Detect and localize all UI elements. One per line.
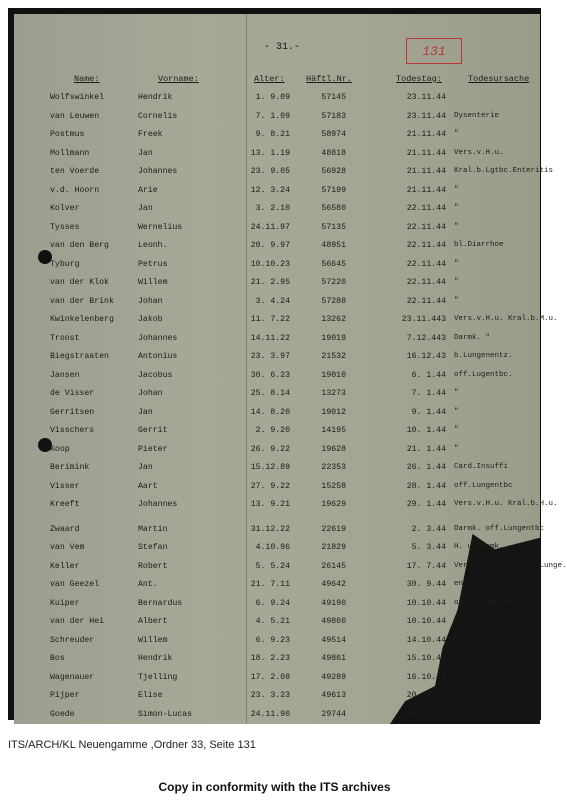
cell-name: van Geezel: [50, 580, 100, 589]
cell-age: 5. 5.24: [255, 561, 290, 571]
cell-nr: 15258: [321, 481, 346, 491]
column-header-cause: Todesursache: [468, 74, 530, 84]
cell-nr: 22619: [321, 524, 346, 534]
table-row: [14, 543, 540, 561]
cell-first: Elise: [138, 691, 163, 700]
table-row: [14, 524, 545, 543]
cell-age: 1. 9.09: [255, 93, 290, 102]
cell-cause: off.Lungentbc: [454, 481, 513, 490]
cell-date: 22.11.44: [406, 241, 446, 250]
cell-first: Leonh.: [138, 241, 168, 250]
cell-age: 24.11.97: [250, 222, 290, 232]
cell-age: 18. 2.23: [250, 654, 290, 663]
cell-name: Kolver: [50, 204, 80, 213]
cell-date: 23.11.443: [401, 315, 446, 324]
table-row: [14, 426, 540, 444]
table-row: [14, 93, 540, 111]
cell-nr: 13273: [321, 389, 346, 398]
column-header-prisoner-number: Häftl.Nr.: [306, 74, 352, 84]
cell-date: 21.11.44: [406, 148, 446, 158]
table-row: [14, 204, 540, 222]
table-row: [14, 167, 554, 185]
cell-nr: 19628: [321, 444, 346, 454]
cell-first: Johannes: [138, 333, 178, 343]
cell-age: 23. 3.23: [250, 691, 290, 700]
cell-date: 7.12.443: [406, 333, 446, 343]
cell-date: 22.11.44: [406, 278, 446, 287]
cell-first: Johan: [138, 389, 163, 398]
cell-first: Ant.: [138, 580, 158, 589]
column-header-first-name: Vorname:: [158, 74, 199, 84]
cell-first: Robert: [138, 561, 168, 571]
cell-first: Jan: [138, 148, 153, 158]
cell-first: Jan: [138, 463, 153, 472]
cell-date: 21.11.44: [406, 167, 446, 176]
column-header-name: Name:: [74, 74, 100, 84]
cell-name: Keller: [50, 561, 80, 571]
cell-cause: Kral.b.Lgtbc.Enteritis: [454, 167, 554, 175]
cell-name: Goede: [50, 709, 75, 719]
cell-name: de Visser: [50, 389, 95, 398]
paper-sheet: [14, 14, 567, 724]
source-caption: ITS/ARCH/KL Neuengamme ,Ordner 33, Seite 131: [8, 739, 256, 751]
cell-age: 30. 6.23: [250, 370, 290, 380]
cell-name: Zwaard: [50, 524, 80, 534]
cell-nr: 56580: [321, 204, 346, 213]
cell-nr: 29744: [321, 709, 346, 719]
cell-cause: ": [454, 185, 459, 194]
table-row: [14, 241, 540, 259]
cell-name: Kuiper: [50, 598, 80, 608]
cell-age: 6. 9.23: [255, 635, 290, 645]
cell-first: Willem: [138, 278, 168, 287]
cell-cause: Brust. Off.: [454, 635, 504, 644]
cell-date: 6. 1.44: [411, 370, 446, 380]
page-number: - 31.-: [264, 42, 301, 53]
cell-age: 6. 9.24: [255, 598, 290, 608]
cell-cause: ": [454, 278, 459, 286]
cell-age: 25. 8.14: [250, 389, 290, 398]
cell-nr: 56928: [321, 167, 346, 176]
cell-first: Johan: [138, 296, 163, 306]
cell-name: Biegstraaten: [50, 352, 109, 361]
table-row: [14, 260, 540, 278]
cell-first: Cornelis: [138, 111, 178, 121]
cell-age: 15.12.89: [250, 463, 290, 472]
cell-age: 21. 7.11: [250, 580, 290, 589]
cell-nr: 57199: [321, 185, 346, 195]
table-row: [14, 482, 540, 500]
table-row: [14, 278, 540, 296]
cell-date: 29. 1.44: [406, 500, 446, 509]
cell-age: 13. 9.21: [250, 500, 290, 509]
cell-date: 22.11.44: [406, 222, 446, 232]
cell-name: Kreeft: [50, 500, 80, 509]
cell-name: Koop: [50, 444, 70, 454]
table-row: [14, 445, 540, 463]
cell-date: 22.11.44: [406, 259, 446, 269]
cell-cause: b.Lungenentz.: [454, 352, 513, 360]
cell-date: 16.10.44: [406, 672, 446, 682]
cell-first: Simon-Lucas: [138, 709, 193, 719]
cell-age: 9. 8.21: [255, 130, 290, 139]
cell-date: 30. 9.44: [406, 580, 446, 589]
cell-name: Gerritsen: [50, 407, 95, 417]
cell-age: 17. 2.08: [250, 672, 290, 682]
cell-name: van den Berg: [50, 241, 109, 250]
cell-cause: Darmk. off.Lungentbc: [454, 524, 545, 533]
cell-first: Hendrik: [138, 93, 173, 102]
cell-date: 21.11.44: [406, 130, 446, 139]
table-row: [14, 654, 540, 672]
cell-name: van der Hei: [50, 617, 105, 626]
cell-nr: 21532: [321, 352, 346, 361]
cell-cause: ": [454, 222, 459, 231]
cell-cause: Vers.v.H.u. Kral.b.M.u.: [454, 315, 558, 323]
cell-first: Albert: [138, 617, 168, 626]
cell-date: 17. 7.44: [406, 561, 446, 571]
cell-name: Berimink: [50, 463, 90, 472]
cell-age: 10.10.23: [250, 259, 290, 269]
cell-nr: 14195: [321, 426, 346, 435]
cell-cause: ": [454, 204, 459, 212]
cell-cause: ": [454, 426, 459, 434]
table-row: [14, 673, 540, 691]
cell-nr: 57288: [321, 296, 346, 306]
cell-first: Johannes: [138, 167, 178, 176]
cell-nr: 48951: [321, 241, 346, 250]
cell-date: 16.12.43: [406, 352, 446, 361]
cell-nr: 48818: [321, 148, 346, 158]
cell-first: Stefan: [138, 543, 168, 552]
table-row: [14, 710, 540, 728]
cell-name: Kwinkelenberg: [50, 315, 114, 324]
cell-cause: ": [454, 444, 459, 453]
cell-nr: 56645: [321, 259, 346, 269]
cell-cause: bl.Diarrhoe: [454, 241, 504, 249]
cell-age: 21. 2.95: [250, 278, 290, 287]
cell-first: Aart: [138, 481, 158, 491]
cell-age: 12. 3.24: [250, 185, 290, 195]
cell-cause: ": [454, 259, 459, 268]
cell-first: Jacobus: [138, 370, 173, 380]
cell-nr: 49613: [321, 691, 346, 700]
cell-age: 13. 1.19: [250, 148, 290, 158]
cell-name: Jansen: [50, 370, 80, 380]
cell-nr: 57220: [321, 278, 346, 287]
cell-date: 10.10.44: [406, 617, 446, 626]
cell-age: 24.11.90: [250, 709, 290, 719]
cell-age: 20. 9.97: [250, 241, 290, 250]
cell-date: 10.10.44: [406, 598, 446, 608]
table-row: [14, 463, 540, 481]
cell-name: Tyburg: [50, 259, 80, 269]
cell-first: Antonius: [138, 352, 178, 361]
cell-date: 23.11.44: [406, 111, 446, 121]
cell-nr: 49514: [321, 635, 346, 645]
cell-date: 21. 1.44: [406, 444, 446, 454]
cell-name: Mollmann: [50, 148, 90, 158]
cell-name: van Leuwen: [50, 111, 100, 121]
cell-cause: ": [454, 130, 459, 138]
cell-date: 5. 3.44: [411, 543, 446, 552]
cell-age: 23. 3.97: [250, 352, 290, 361]
table-row: [14, 408, 540, 426]
cell-name: Visser: [50, 481, 80, 491]
cell-nr: 57145: [321, 93, 346, 102]
cell-nr: 19019: [321, 333, 346, 343]
table-row: [14, 149, 540, 167]
cell-cause: Vers.v.H.u.: [454, 148, 504, 157]
cell-cause: Vers.v.H.u. Kral.b.: [454, 617, 540, 625]
table-row: [14, 617, 540, 635]
cell-name: van der Klok: [50, 278, 109, 287]
cell-cause: Vers.v.H.u. Kral.b.H.u.: [454, 500, 558, 508]
cell-nr: 49289: [321, 672, 346, 682]
cell-age: 7. 1.09: [255, 111, 290, 121]
cell-nr: 19629: [321, 500, 346, 509]
cell-name: van Vem: [50, 543, 85, 552]
cell-name: Tysses: [50, 222, 80, 232]
table-row: [14, 223, 540, 241]
cell-nr: 49190: [321, 598, 346, 608]
cell-date: 14.10.44: [406, 635, 446, 645]
cell-date: 2. 3.44: [411, 524, 446, 534]
table-row: [14, 186, 540, 204]
cell-date: 9. 1.44: [411, 407, 446, 417]
cell-name: v.d. Hoorn: [50, 185, 100, 195]
cell-first: Jan: [138, 407, 153, 417]
cell-date: 22.11.44: [406, 204, 446, 213]
table-row: [14, 315, 558, 333]
cell-age: 11. 7.22: [250, 315, 290, 324]
cell-nr: 22353: [321, 463, 346, 472]
cell-cause: ": [454, 407, 459, 416]
table-row: [14, 352, 540, 370]
cell-nr: 21829: [321, 543, 346, 552]
cell-date: 15.10.44: [406, 654, 446, 663]
cell-first: Johannes: [138, 500, 178, 509]
table-row: [14, 334, 540, 352]
cell-name: van der Brink: [50, 296, 114, 306]
cell-date: 7. 1.44: [411, 389, 446, 398]
cell-cause: Dysenterie: [454, 111, 500, 120]
cell-date: 26. 1.44: [406, 463, 446, 472]
cell-age: 27. 9.22: [250, 481, 290, 491]
cell-name: Visschers: [50, 426, 95, 435]
cell-first: Pieter: [138, 444, 168, 454]
archive-stamp: 131: [406, 38, 462, 64]
cell-name: Schreuder: [50, 635, 95, 645]
cell-first: Freek: [138, 130, 163, 139]
cell-first: Petrus: [138, 259, 168, 269]
cell-nr: 57183: [321, 111, 346, 121]
cell-cause: Vers.v.H.u. Kral.b.Lunge.: [454, 561, 567, 570]
table-row: [14, 297, 540, 315]
cell-age: 14.11.22: [250, 333, 290, 343]
table-row: [14, 580, 540, 598]
cell-age: 3. 2.10: [255, 204, 290, 213]
table-row: [14, 500, 558, 518]
cell-age: 23. 9.05: [250, 167, 290, 176]
cell-age: 31.12.22: [250, 524, 290, 534]
cell-date: 22.11.44: [406, 296, 446, 306]
table-row: [14, 636, 540, 654]
cell-age: 2. 9.20: [255, 426, 290, 435]
table-row: [14, 112, 540, 130]
cell-date: 21.11.44: [406, 185, 446, 195]
cell-cause: ": [454, 389, 459, 397]
cell-cause: off.Lugentbc.: [454, 370, 513, 379]
cell-nr: 49860: [321, 617, 346, 626]
cell-date: 28. 1.44: [406, 481, 446, 491]
cell-first: Jakob: [138, 315, 163, 324]
cell-name: ten Voerde: [50, 167, 100, 176]
table-row: [14, 389, 540, 407]
cell-first: Martin: [138, 524, 168, 534]
cell-age: 4.10.96: [255, 543, 290, 552]
cell-cause: Darmk. ": [454, 333, 491, 342]
cell-date: 23.11.44: [406, 93, 446, 102]
cell-nr: 13262: [321, 315, 346, 324]
cell-age: 3. 4.24: [255, 296, 290, 306]
cell-date: 20.10.44: [406, 691, 446, 700]
cell-cause: entzündung: [454, 580, 500, 588]
cell-first: Hendrik: [138, 654, 173, 663]
table-row: [14, 599, 540, 617]
cell-name: Troost: [50, 333, 80, 343]
table-row: [14, 130, 540, 148]
cell-name: Wolfswinkel: [50, 93, 105, 102]
cell-first: Gerrit: [138, 426, 168, 435]
cell-name: Postmus: [50, 130, 85, 139]
cell-date: 10. 1.44: [406, 426, 446, 435]
scanned-document: [8, 8, 567, 720]
cell-cause: ": [454, 296, 459, 305]
table-row: [14, 371, 540, 389]
cell-date: 20.11.44: [406, 709, 446, 719]
cell-nr: 57135: [321, 222, 346, 232]
cell-nr: 26145: [321, 561, 346, 571]
cell-cause: off.Lungentbc: [454, 598, 513, 607]
cell-age: 14. 8.20: [250, 407, 290, 417]
cell-nr: 58974: [321, 130, 346, 139]
cell-nr: 19012: [321, 407, 346, 417]
cell-age: 4. 5.21: [255, 617, 290, 626]
cell-first: Bernardus: [138, 598, 183, 608]
column-header-death-date: Todestag:: [396, 74, 442, 84]
cell-first: Wernelius: [138, 222, 183, 232]
cell-first: Tjelling: [138, 672, 178, 682]
cell-nr: 49642: [321, 580, 346, 589]
table-row: [14, 561, 567, 580]
cell-cause: H. u.Darmk.: [454, 543, 504, 551]
cell-age: 26. 9.22: [250, 444, 290, 454]
table-row: [14, 691, 540, 709]
cell-first: Arie: [138, 185, 158, 195]
column-header-age: Alter:: [254, 74, 285, 84]
cell-first: Jan: [138, 204, 153, 213]
cell-cause: Card.Insuffi: [454, 463, 509, 471]
cell-first: Willem: [138, 635, 168, 645]
cell-name: Wagenauer: [50, 672, 95, 682]
conformity-caption: Copy in conformity with the ITS archives: [158, 780, 391, 794]
cell-name: Bos: [50, 654, 65, 663]
cell-name: Pijper: [50, 691, 80, 700]
cell-nr: 19010: [321, 370, 346, 380]
cell-nr: 49861: [321, 654, 346, 663]
